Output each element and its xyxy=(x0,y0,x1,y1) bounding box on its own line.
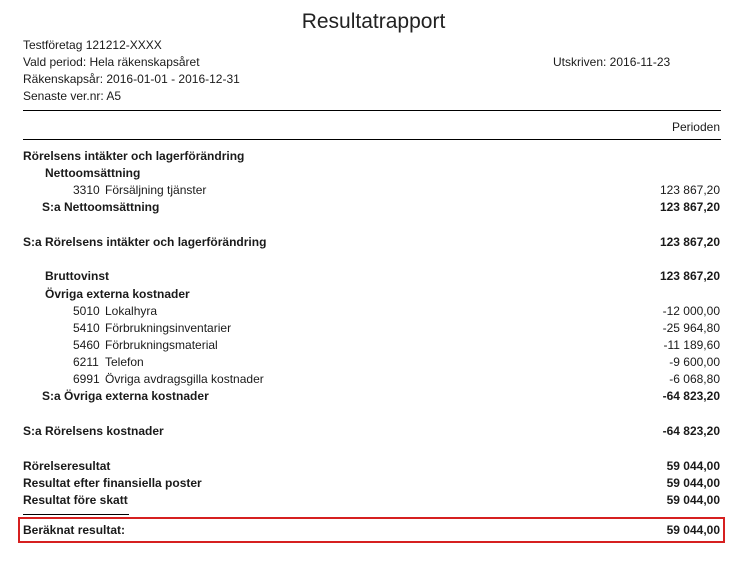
gross-profit-value: 123 867,20 xyxy=(659,269,720,283)
after-financial-value: 59 044,00 xyxy=(666,476,720,490)
operating-costs-sum-value: -64 823,20 xyxy=(662,424,720,438)
account-number: 5460 xyxy=(73,338,100,352)
account-number: 3310 xyxy=(73,183,100,197)
calculated-result-label: Beräknat resultat: xyxy=(23,523,126,537)
account-number: 5010 xyxy=(73,304,100,318)
account-value: -11 189,60 xyxy=(663,338,720,352)
external-costs-sum-value: -64 823,20 xyxy=(662,389,720,403)
external-costs-heading: Övriga externa kostnader xyxy=(45,287,190,301)
calculated-result-value: 59 044,00 xyxy=(666,523,720,537)
after-financial-row xyxy=(0,476,747,492)
net-sales-heading-row xyxy=(0,166,747,182)
fiscal-year: Räkenskapsår: 2016-01-01 - 2016-12-31 xyxy=(23,72,240,86)
after-financial-label: Resultat efter finansiella poster xyxy=(23,476,202,490)
before-tax-value: 59 044,00 xyxy=(666,493,720,507)
external-costs-sum-label: S:a Övriga externa kostnader xyxy=(42,389,209,403)
account-number: 6211 xyxy=(73,355,99,369)
account-row xyxy=(0,304,747,320)
account-row xyxy=(0,355,747,371)
account-name: Försäljning tjänster xyxy=(105,183,207,197)
result-underline xyxy=(23,514,129,515)
account-value: -6 068,80 xyxy=(669,372,720,386)
before-tax-row xyxy=(0,493,747,509)
column-header-period: Perioden xyxy=(671,120,720,134)
printed-date: Utskriven: 2016-11-23 xyxy=(553,55,671,69)
revenue-heading-row xyxy=(0,149,747,165)
operating-result-value: 59 044,00 xyxy=(666,459,720,473)
revenue-sum-label: S:a Rörelsens intäkter och lagerförändring xyxy=(23,235,267,249)
account-name: Förbrukningsmaterial xyxy=(105,338,218,352)
latest-version: Senaste ver.nr: A5 xyxy=(23,89,122,103)
account-row xyxy=(0,372,747,388)
account-name: Övriga avdragsgilla kostnader xyxy=(105,372,264,386)
operating-result-label: Rörelseresultat xyxy=(23,459,111,473)
net-sales-sum-label: S:a Nettoomsättning xyxy=(42,200,160,214)
external-costs-heading-row xyxy=(0,287,747,303)
gross-profit-label: Bruttovinst xyxy=(45,269,109,283)
revenue-sum-value: 123 867,20 xyxy=(659,235,720,249)
external-costs-sum-row xyxy=(0,389,747,405)
calculated-result-row xyxy=(0,523,747,539)
selected-period: Vald period: Hela räkenskapsåret xyxy=(23,55,200,69)
account-row xyxy=(0,321,747,337)
account-number: 5410 xyxy=(73,321,100,335)
account-value: 123 867,20 xyxy=(659,183,720,197)
revenue-sum-row xyxy=(0,235,747,251)
account-value: -12 000,00 xyxy=(662,304,720,318)
net-sales-heading: Nettoomsättning xyxy=(45,166,141,180)
account-row xyxy=(0,338,747,354)
gross-profit-row xyxy=(0,269,747,285)
account-value: -9 600,00 xyxy=(669,355,720,369)
account-row xyxy=(0,183,747,199)
account-name: Lokalhyra xyxy=(105,304,158,318)
account-number: 6991 xyxy=(73,372,100,386)
net-sales-sum-row xyxy=(0,200,747,216)
company-name: Testföretag 121212-XXXX xyxy=(23,38,162,52)
header-bottom-rule xyxy=(23,139,721,140)
net-sales-sum-value: 123 867,20 xyxy=(659,200,720,214)
account-name: Telefon xyxy=(105,355,144,369)
operating-costs-sum-label: S:a Rörelsens kostnader xyxy=(23,424,164,438)
operating-result-row xyxy=(0,459,747,475)
account-value: -25 964,80 xyxy=(662,321,720,335)
header-top-rule xyxy=(23,110,721,111)
revenue-heading: Rörelsens intäkter och lagerförändring xyxy=(23,149,245,163)
operating-costs-sum-row xyxy=(0,424,747,440)
report-title: Resultatrapport xyxy=(301,10,446,33)
before-tax-label: Resultat före skatt xyxy=(23,493,128,507)
account-name: Förbrukningsinventarier xyxy=(105,321,232,335)
